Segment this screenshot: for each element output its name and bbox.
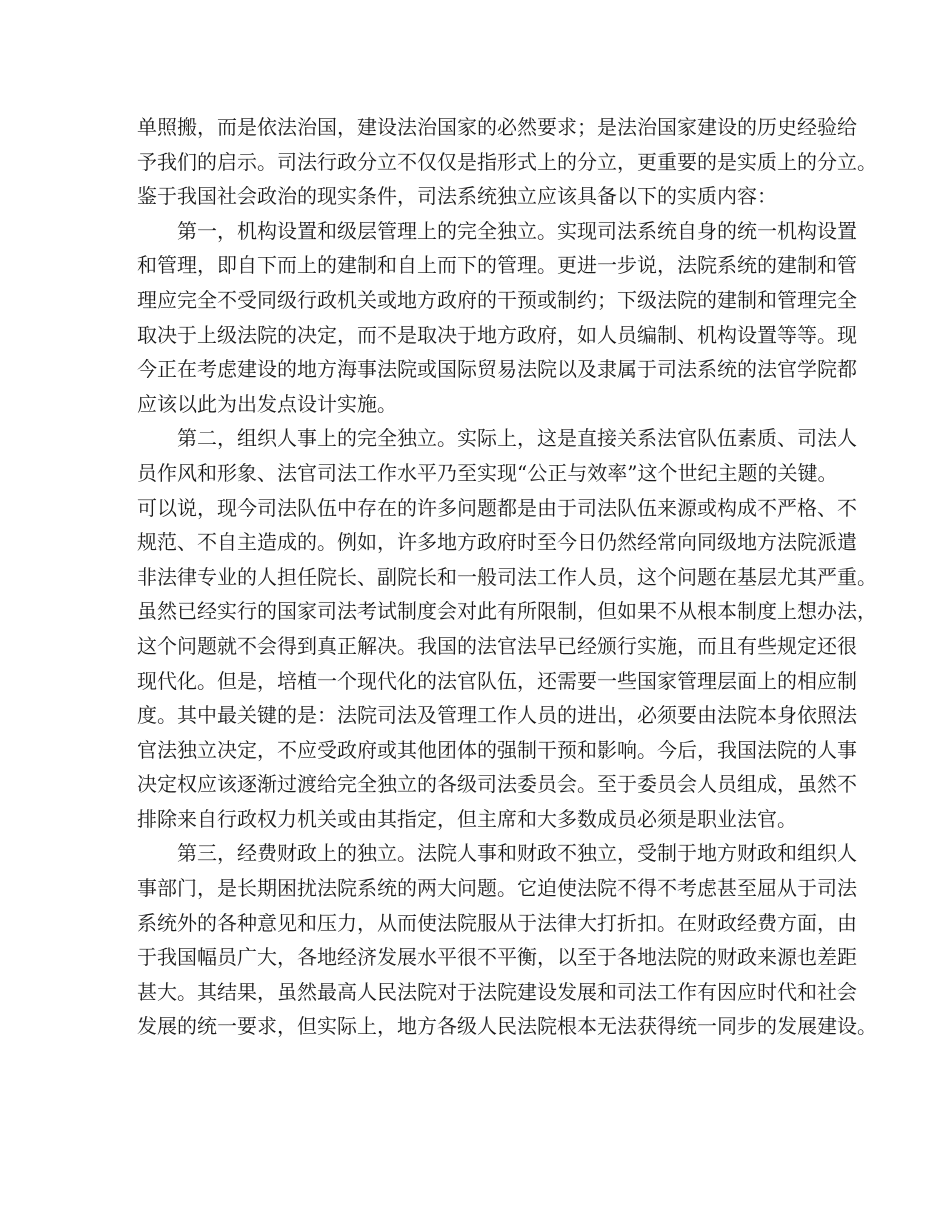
text-line: 单照搬，而是依法治国，建设法治国家的必然要求；是法治国家建设的历史经验给 — [137, 115, 857, 139]
text-line: 排除来自行政权力机关或由其指定，但主席和大多数成员必须是职业法官。 — [137, 806, 797, 831]
paragraph-first-line: 第二，组织人事上的完全独立。实际上，这是直接关系法官队伍素质、司法人 — [177, 426, 857, 451]
text-line: 现代化。但是，培植一个现代化的法官队伍，还需要一些国家管理层面上的相应制 — [137, 668, 857, 693]
text-line: 理应完全不受同级行政机关或地方政府的干预或制约；下级法院的建制和管理完全 — [137, 287, 857, 312]
text-line: 度。其中最关键的是：法院司法及管理工作人员的进出，必须要由法院本身依照法 — [137, 703, 857, 728]
paragraph-first-line: 第三，经费财政上的独立。法院人事和财政不独立，受制于地方财政和组织人 — [177, 841, 857, 866]
text-line: 今正在考虑建设的地方海事法院或国际贸易法院以及隶属于司法系统的法官学院都 — [137, 357, 857, 382]
text-line: 员作风和形象、法官司法工作水平乃至实现“公正与效率”这个世纪主题的关键。 — [137, 460, 838, 485]
text-line: 可以说，现今司法队伍中存在的许多问题都是由于司法队伍来源或构成不严格、不 — [137, 495, 857, 520]
text-line: 予我们的启示。司法行政分立不仅仅是指形式上的分立，更重要的是实质上的分立。 — [137, 149, 877, 174]
text-line: 非法律专业的人担任院长、副院长和一般司法工作人员，这个问题在基层尤其严重。 — [137, 564, 877, 589]
text-line: 事部门，是长期困扰法院系统的两大问题。它迫使法院不得不考虑甚至屈从于司法 — [137, 876, 857, 901]
text-line: 决定权应该逐渐过渡给完全独立的各级司法委员会。至于委员会人员组成，虽然不 — [137, 772, 857, 797]
text-line: 取决于上级法院的决定，而不是取决于地方政府，如人员编制、机构设置等等。现 — [137, 322, 857, 347]
text-line: 鉴于我国社会政治的现实条件，司法系统独立应该具备以下的实质内容： — [137, 184, 777, 209]
text-line: 这个问题就不会得到真正解决。我国的法官法早已经颁行实施，而且有些规定还很 — [137, 633, 857, 658]
text-line: 和管理，即自下而上的建制和自上而下的管理。更进一步说，法院系统的建制和管 — [137, 253, 857, 278]
text-line: 甚大。其结果，虽然最高人民法院对于法院建设发展和司法工作有因应时代和社会 — [137, 979, 857, 1004]
text-line: 系统外的各种意见和压力，从而使法院服从于法律大打折扣。在财政经费方面，由 — [137, 910, 857, 935]
paragraph-first-line: 第一，机构设置和级层管理上的完全独立。实现司法系统自身的统一机构设置 — [177, 218, 857, 243]
text-line: 于我国幅员广大，各地经济发展水平很不平衡，以至于各地法院的财政来源也差距 — [137, 945, 857, 970]
text-line: 规范、不自主造成的。例如，许多地方政府时至今日仍然经常向同级地方法院派遣 — [137, 530, 857, 555]
text-line: 应该以此为出发点设计实施。 — [137, 391, 397, 416]
text-line: 官法独立决定，不应受政府或其他团体的强制干预和影响。今后，我国法院的人事 — [137, 737, 857, 762]
text-line: 虽然已经实行的国家司法考试制度会对此有所限制，但如果不从根本制度上想办法， — [137, 599, 877, 624]
text-line: 发展的统一要求，但实际上，地方各级人民法院根本无法获得统一同步的发展建设。 — [137, 1014, 877, 1039]
body-text — [137, 110, 877, 1044]
